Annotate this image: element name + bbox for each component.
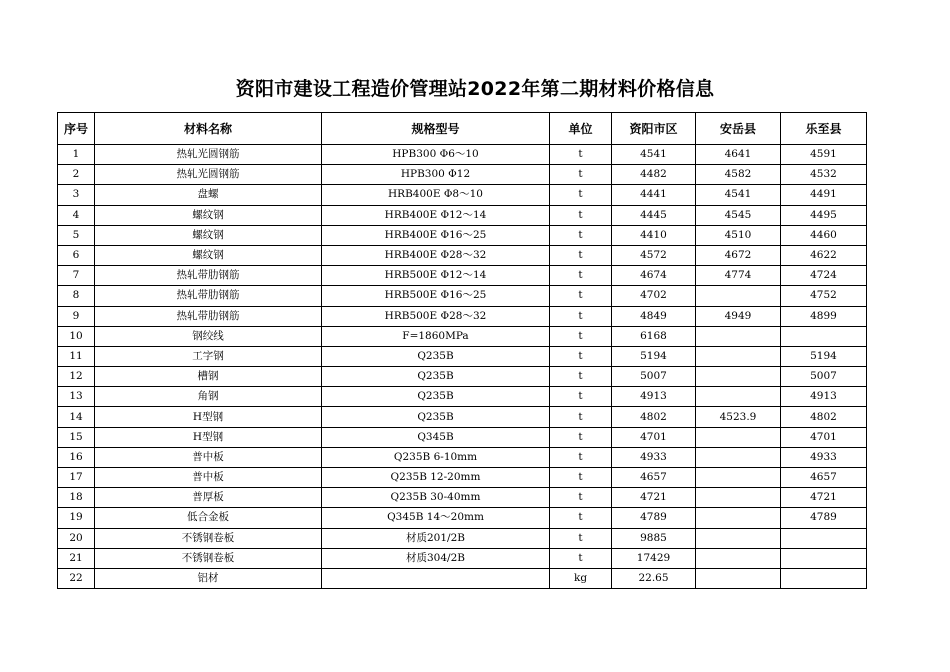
cell-index: 7 (58, 266, 95, 286)
cell-index: 9 (58, 306, 95, 326)
cell-spec: HRB500E Φ28～32 (322, 306, 550, 326)
cell-ziyang: 4849 (612, 306, 696, 326)
cell-index: 20 (58, 528, 95, 548)
cell-unit: t (550, 488, 612, 508)
cell-unit: t (550, 205, 612, 225)
cell-anyue (696, 427, 781, 447)
cell-index: 14 (58, 407, 95, 427)
price-table (57, 112, 867, 589)
cell-unit: t (550, 447, 612, 467)
cell-unit: kg (550, 568, 612, 588)
cell-material-name: 热轧光圆钢筋 (95, 145, 322, 165)
cell-anyue: 4774 (696, 266, 781, 286)
cell-index: 12 (58, 367, 95, 387)
cell-index: 6 (58, 245, 95, 265)
header-unit: 单位 (550, 113, 612, 145)
cell-index: 10 (58, 326, 95, 346)
cell-spec: HRB500E Φ12～14 (322, 266, 550, 286)
page-title: 资阳市建设工程造价管理站2022年第二期材料价格信息 (235, 78, 715, 100)
cell-anyue (696, 447, 781, 467)
cell-lezhi: 4657 (781, 468, 867, 488)
cell-anyue (696, 508, 781, 528)
cell-lezhi: 4899 (781, 306, 867, 326)
cell-lezhi: 5007 (781, 367, 867, 387)
table-row (58, 407, 867, 427)
cell-ziyang: 4410 (612, 225, 696, 245)
cell-lezhi: 4752 (781, 286, 867, 306)
table-row (58, 548, 867, 568)
cell-unit: t (550, 528, 612, 548)
cell-ziyang: 4702 (612, 286, 696, 306)
table-header-row (58, 113, 867, 145)
cell-unit: t (550, 346, 612, 366)
cell-index: 18 (58, 488, 95, 508)
header-lezhi: 乐至县 (781, 113, 867, 145)
header-material-name: 材料名称 (95, 113, 322, 145)
cell-lezhi (781, 326, 867, 346)
cell-material-name: 钢绞线 (95, 326, 322, 346)
header-spec: 规格型号 (322, 113, 550, 145)
cell-unit: t (550, 185, 612, 205)
cell-ziyang: 5007 (612, 367, 696, 387)
cell-lezhi: 4721 (781, 488, 867, 508)
table-row (58, 508, 867, 528)
cell-anyue (696, 468, 781, 488)
cell-lezhi: 4701 (781, 427, 867, 447)
cell-spec: F=1860MPa (322, 326, 550, 346)
cell-lezhi (781, 548, 867, 568)
table-row (58, 528, 867, 548)
cell-unit: t (550, 306, 612, 326)
cell-ziyang: 22.65 (612, 568, 696, 588)
cell-lezhi: 4913 (781, 387, 867, 407)
cell-material-name: 铝材 (95, 568, 322, 588)
table-row (58, 387, 867, 407)
cell-unit: t (550, 407, 612, 427)
cell-anyue: 4641 (696, 145, 781, 165)
cell-spec: Q235B 6-10mm (322, 447, 550, 467)
cell-lezhi: 4460 (781, 225, 867, 245)
cell-anyue (696, 387, 781, 407)
cell-anyue (696, 528, 781, 548)
cell-unit: t (550, 326, 612, 346)
cell-material-name: 不锈钢卷板 (95, 528, 322, 548)
cell-lezhi: 4622 (781, 245, 867, 265)
table-body (58, 145, 867, 589)
table-row (58, 346, 867, 366)
cell-ziyang: 6168 (612, 326, 696, 346)
cell-index: 15 (58, 427, 95, 447)
cell-spec: Q235B (322, 367, 550, 387)
cell-anyue (696, 548, 781, 568)
cell-material-name: 槽钢 (95, 367, 322, 387)
cell-lezhi: 4532 (781, 165, 867, 185)
cell-material-name: 角钢 (95, 387, 322, 407)
cell-anyue (696, 568, 781, 588)
cell-spec: 材质304/2B (322, 548, 550, 568)
cell-index: 17 (58, 468, 95, 488)
cell-spec: Q235B (322, 346, 550, 366)
cell-index: 21 (58, 548, 95, 568)
table-row (58, 468, 867, 488)
cell-ziyang: 5194 (612, 346, 696, 366)
cell-spec: Q235B (322, 407, 550, 427)
cell-ziyang: 4482 (612, 165, 696, 185)
cell-ziyang: 4913 (612, 387, 696, 407)
cell-unit: t (550, 427, 612, 447)
cell-anyue: 4545 (696, 205, 781, 225)
cell-spec: Q345B (322, 427, 550, 447)
cell-ziyang: 4441 (612, 185, 696, 205)
cell-material-name: H型钢 (95, 407, 322, 427)
table-row (58, 326, 867, 346)
cell-unit: t (550, 468, 612, 488)
cell-index: 8 (58, 286, 95, 306)
cell-anyue (696, 346, 781, 366)
cell-index: 19 (58, 508, 95, 528)
cell-anyue (696, 326, 781, 346)
header-anyue: 安岳县 (696, 113, 781, 145)
cell-lezhi: 4495 (781, 205, 867, 225)
cell-material-name: 普中板 (95, 447, 322, 467)
cell-index: 4 (58, 205, 95, 225)
cell-anyue: 4510 (696, 225, 781, 245)
cell-lezhi (781, 568, 867, 588)
table-row (58, 306, 867, 326)
cell-lezhi: 4802 (781, 407, 867, 427)
cell-material-name: 螺纹钢 (95, 225, 322, 245)
cell-ziyang: 17429 (612, 548, 696, 568)
table-row (58, 185, 867, 205)
header-ziyang: 资阳市区 (612, 113, 696, 145)
cell-ziyang: 4445 (612, 205, 696, 225)
table-row (58, 266, 867, 286)
cell-spec: Q235B 30-40mm (322, 488, 550, 508)
cell-lezhi: 4933 (781, 447, 867, 467)
cell-lezhi: 4789 (781, 508, 867, 528)
cell-anyue: 4523.9 (696, 407, 781, 427)
cell-anyue: 4541 (696, 185, 781, 205)
cell-material-name: 普厚板 (95, 488, 322, 508)
cell-unit: t (550, 266, 612, 286)
cell-index: 3 (58, 185, 95, 205)
cell-unit: t (550, 387, 612, 407)
cell-material-name: 热轧带肋钢筋 (95, 306, 322, 326)
cell-index: 16 (58, 447, 95, 467)
cell-spec: HRB400E Φ12～14 (322, 205, 550, 225)
table-row (58, 447, 867, 467)
cell-material-name: 热轧带肋钢筋 (95, 266, 322, 286)
cell-ziyang: 4701 (612, 427, 696, 447)
cell-lezhi: 4724 (781, 266, 867, 286)
cell-material-name: 工字钢 (95, 346, 322, 366)
cell-ziyang: 4657 (612, 468, 696, 488)
cell-anyue (696, 286, 781, 306)
cell-material-name: 螺纹钢 (95, 245, 322, 265)
cell-spec: HPB300 Φ12 (322, 165, 550, 185)
cell-index: 2 (58, 165, 95, 185)
cell-ziyang: 4572 (612, 245, 696, 265)
cell-anyue: 4949 (696, 306, 781, 326)
table-row (58, 145, 867, 165)
cell-anyue (696, 367, 781, 387)
cell-unit: t (550, 548, 612, 568)
cell-unit: t (550, 367, 612, 387)
cell-ziyang: 4789 (612, 508, 696, 528)
cell-lezhi: 4591 (781, 145, 867, 165)
table-row (58, 488, 867, 508)
cell-spec: HRB400E Φ16～25 (322, 225, 550, 245)
cell-spec: Q235B 12-20mm (322, 468, 550, 488)
table-row (58, 286, 867, 306)
cell-unit: t (550, 145, 612, 165)
table-row (58, 225, 867, 245)
table-row (58, 367, 867, 387)
cell-material-name: 螺纹钢 (95, 205, 322, 225)
cell-ziyang: 4541 (612, 145, 696, 165)
cell-material-name: H型钢 (95, 427, 322, 447)
cell-material-name: 热轧光圆钢筋 (95, 165, 322, 185)
cell-spec: HRB400E Φ28～32 (322, 245, 550, 265)
cell-ziyang: 4933 (612, 447, 696, 467)
header-index: 序号 (58, 113, 95, 145)
cell-material-name: 不锈钢卷板 (95, 548, 322, 568)
table-row (58, 245, 867, 265)
cell-lezhi (781, 528, 867, 548)
cell-unit: t (550, 286, 612, 306)
cell-index: 11 (58, 346, 95, 366)
cell-spec: Q235B (322, 387, 550, 407)
cell-anyue: 4582 (696, 165, 781, 185)
cell-spec: 材质201/2B (322, 528, 550, 548)
cell-material-name: 热轧带肋钢筋 (95, 286, 322, 306)
table-row (58, 568, 867, 588)
table-row (58, 427, 867, 447)
cell-ziyang: 4721 (612, 488, 696, 508)
cell-index: 22 (58, 568, 95, 588)
cell-ziyang: 4802 (612, 407, 696, 427)
cell-spec: HRB500E Φ16～25 (322, 286, 550, 306)
cell-index: 13 (58, 387, 95, 407)
cell-index: 5 (58, 225, 95, 245)
cell-lezhi: 5194 (781, 346, 867, 366)
cell-lezhi: 4491 (781, 185, 867, 205)
cell-material-name: 普中板 (95, 468, 322, 488)
cell-ziyang: 9885 (612, 528, 696, 548)
cell-spec: HRB400E Φ8～10 (322, 185, 550, 205)
cell-index: 1 (58, 145, 95, 165)
cell-unit: t (550, 245, 612, 265)
cell-unit: t (550, 225, 612, 245)
cell-material-name: 盘螺 (95, 185, 322, 205)
cell-anyue (696, 488, 781, 508)
cell-ziyang: 4674 (612, 266, 696, 286)
cell-material-name: 低合金板 (95, 508, 322, 528)
cell-unit: t (550, 165, 612, 185)
cell-spec: HPB300 Φ6～10 (322, 145, 550, 165)
cell-anyue: 4672 (696, 245, 781, 265)
cell-spec (322, 568, 550, 588)
cell-unit: t (550, 508, 612, 528)
cell-spec: Q345B 14～20mm (322, 508, 550, 528)
table-row (58, 205, 867, 225)
table-row (58, 165, 867, 185)
